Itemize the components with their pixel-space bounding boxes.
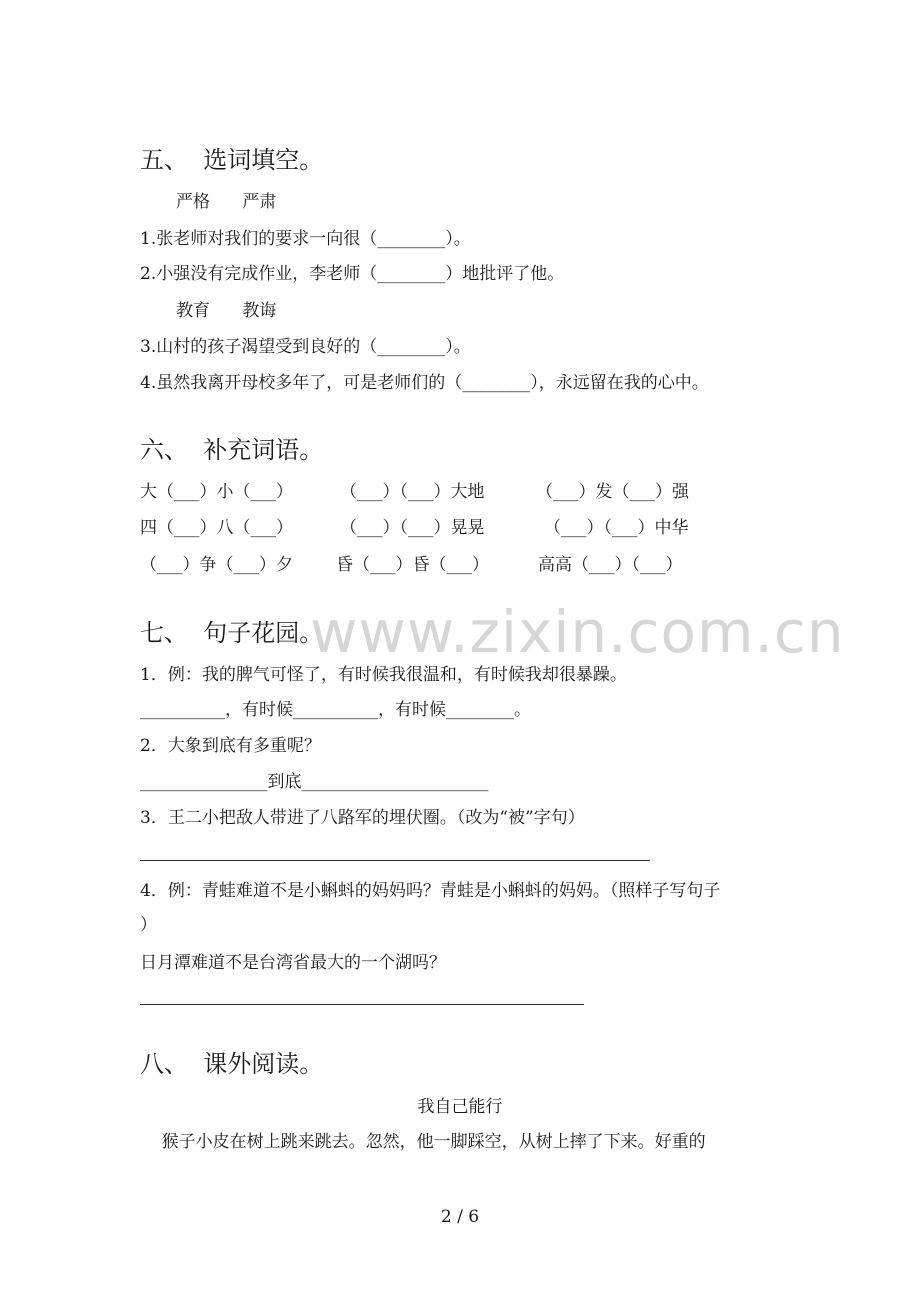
question-5-2: 2.小强没有完成作业，李老师（________）地批评了他。 xyxy=(140,264,565,284)
fill-6-2-3: （___）（___）中华 xyxy=(544,518,689,538)
fill-6-1-3: （___）发（___）强 xyxy=(536,482,689,502)
fill-6-2-1: 四（___）八（___） xyxy=(140,518,293,538)
section-5-title: 五、 选词填空。 xyxy=(140,146,324,174)
word-choices-2: 教育 教诲 xyxy=(176,301,277,321)
fill-6-3-1: （___）争（___）夕 xyxy=(140,555,293,575)
answer-7-2: _______________到底______________________ xyxy=(140,772,489,792)
section-6-title: 六、 补充词语。 xyxy=(140,436,324,464)
answer-7-1: __________，有时候__________，有时候________。 xyxy=(140,700,531,720)
section-8-title: 八、 课外阅读。 xyxy=(140,1050,324,1078)
fill-6-1-2: （___）（___）大地 xyxy=(340,482,485,502)
answer-line-7-4 xyxy=(140,1004,584,1005)
fill-6-3-2: 昏（___）昏（___） xyxy=(336,555,489,575)
story-paragraph: 猴子小皮在树上跳来跳去。忽然，他一脚踩空，从树上摔了下来。好重的 xyxy=(140,1132,706,1152)
page-number: 2 / 6 xyxy=(440,1207,480,1227)
section-7-title: 七、 句子花园。 xyxy=(140,619,324,647)
question-7-4-prompt: 日月潭难道不是台湾省最大的一个湖吗？ xyxy=(140,953,446,973)
question-5-3: 3.山村的孩子渴望受到良好的（________）。 xyxy=(140,337,471,357)
question-5-4: 4.虽然我离开母校多年了，可是老师们的（________），永远留在我的心中。 xyxy=(140,373,709,393)
word-choices-1: 严格 严肃 xyxy=(176,192,277,212)
question-7-4-continued: ） xyxy=(140,915,157,935)
question-7-2: 2．大象到底有多重呢？ xyxy=(140,736,321,756)
story-title: 我自己能行 xyxy=(417,1097,503,1117)
question-7-4: 4．例：青蛙难道不是小蝌蚪的妈妈吗？青蛙是小蝌蚪的妈妈。（照样子写句子 xyxy=(140,881,721,901)
fill-6-3-3: 高高（___）（___） xyxy=(538,555,683,575)
fill-6-1-1: 大（___）小（___） xyxy=(140,482,293,502)
watermark: www.zixin.com.cn xyxy=(310,598,845,666)
answer-line-7-3 xyxy=(140,860,650,861)
question-7-1: 1．例：我的脾气可怪了，有时候我很温和，有时候我却很暴躁。 xyxy=(140,665,627,685)
question-7-3: 3．王二小把敌人带进了八路军的埋伏圈。（改为“被”字句） xyxy=(140,808,585,828)
fill-6-2-2: （___）（___）晃晃 xyxy=(340,518,485,538)
question-5-1: 1.张老师对我们的要求一向很（________）。 xyxy=(140,229,471,249)
